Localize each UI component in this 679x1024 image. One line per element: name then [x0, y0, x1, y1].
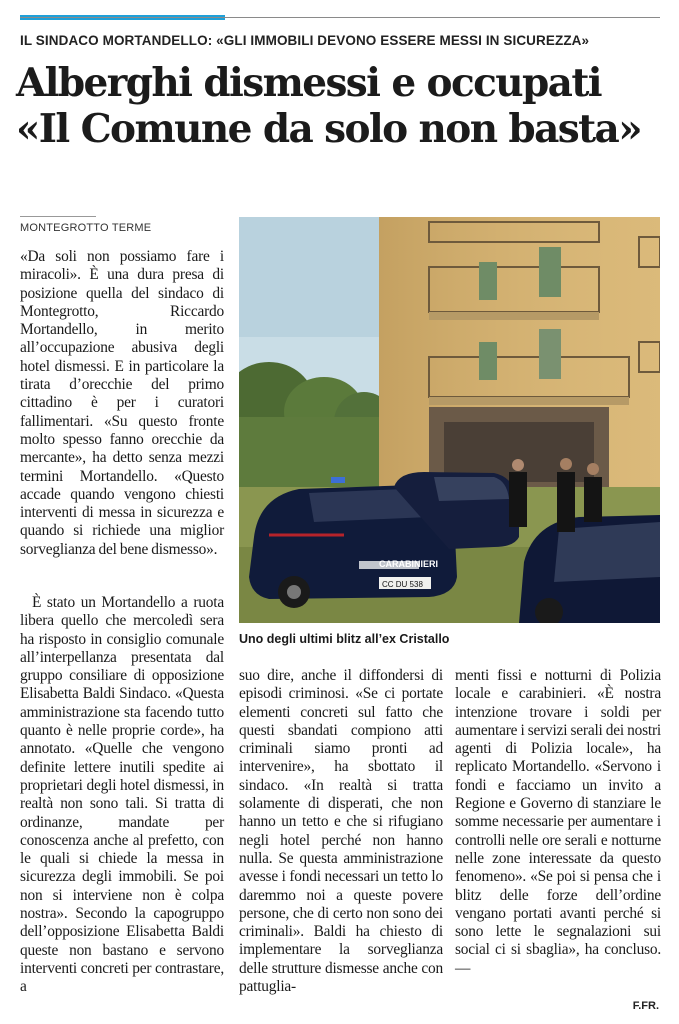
article-column-1-continued — [20, 594, 224, 997]
paragraph-4: menti fissi e notturni di Polizia locale e carabinieri. «È nostra intenzione trovare i soldi per aumentare i servizi serali dei nostri agenti di Polizia locale», ha replicato Mortandello. «Servono i fondi e facciamo un invito a Regione e Governo di stanziare le somme necessarie per aumentare i controlli nelle ore serali e notturne nelle zone interessate da questo fenomeno». «Se poi si pensa che i blitz delle forze dell’ordine vengano portati avanti perché si sono lette le segnalazioni sui social ci si sbaglia», ha concluso. — — [455, 667, 661, 977]
headline-line-1: Alberghi dismessi e occupati — [16, 60, 601, 106]
photo-caption: Uno degli ultimi blitz all’ex Cristallo — [239, 632, 450, 646]
dateline: MONTEGROTTO TERME — [20, 222, 152, 234]
paragraph-3: suo dire, anche il diffondersi di episodi criminosi. «Se ci portate elementi concreti sul fatto che questi sbandati compiono atti criminali siamo pronti ad intervenire», ha sbottato il sindaco. «In realtà si tratta solamente di disperati, che non hanno un tetto e che si rifugiano negli hotel perché non hanno nulla. Se questa amministrazione avesse i fondi necessari un tetto lo daremmo noi a queste povere persone, che di certo non sono dei criminali». Baldi ha chiesto di implementare la sorveglianza delle strutture dismesse anche con pattuglia- — [239, 667, 443, 996]
article-column-1 — [20, 248, 224, 559]
kicker: IL SINDACO MORTANDELLO: «GLI IMMOBILI DEVONO ESSERE MESSI IN SICUREZZA» — [20, 33, 590, 48]
license-plate: CC DU 538 — [382, 580, 423, 589]
article-column-2 — [239, 667, 443, 996]
car-livery-text: CARABINIERI — [379, 559, 439, 569]
dateline-rule — [20, 216, 96, 217]
headline — [16, 60, 666, 152]
author-signature: F.FR. — [632, 1000, 659, 1012]
top-rule — [20, 17, 660, 18]
article-column-3 — [455, 667, 661, 978]
paragraph-2: È stato un Mortandello a ruota libera quello che mercoledì sera ha risposto in consiglio comunale all’interpellanza presentata dal gruppo consiliare di opposizione Elisabetta Baldi Sindaco. «Questa amministrazione sta facendo tutto quanto è nelle proprie corde», ha annotato. «Quelle che vengono definite lettere inutili spedite ai proprietari degli hotel dismessi, in realtà non sono tali. Si tratta di ordinanze, mandate per conoscenza anche al prefetto, con le quali si chiede la messa in sicurezza degli immobili. Se poi non si interviene non è colpa nostra». Secondo la capogruppo dell’opposizione Elisabetta Baldi queste non bastano e servono interventi concreti per contrastare, a — [20, 594, 224, 996]
paragraph-1: «Da soli non possiamo fare i miracoli». È una dura presa di posizione quella del sindaco di Montegrotto, Riccardo Mortandello, in merito all’occupazione abusiva degli hotel dismessi. E in particolare la tirata d’orecchie del primo cittadino è per i curatori fallimentari. «Su questo fronte molto spesso fanno orecchie da mercante», ha detto senza mezzi termini Mortandello. «Questo accade quando vengono chiesti interventi di messa in sicurezza e quando si richiede una miglior sorveglianza del bene dismesso». — [20, 248, 224, 558]
headline-line-2: «Il Comune da solo non basta» — [16, 106, 641, 152]
news-photo — [239, 217, 660, 623]
